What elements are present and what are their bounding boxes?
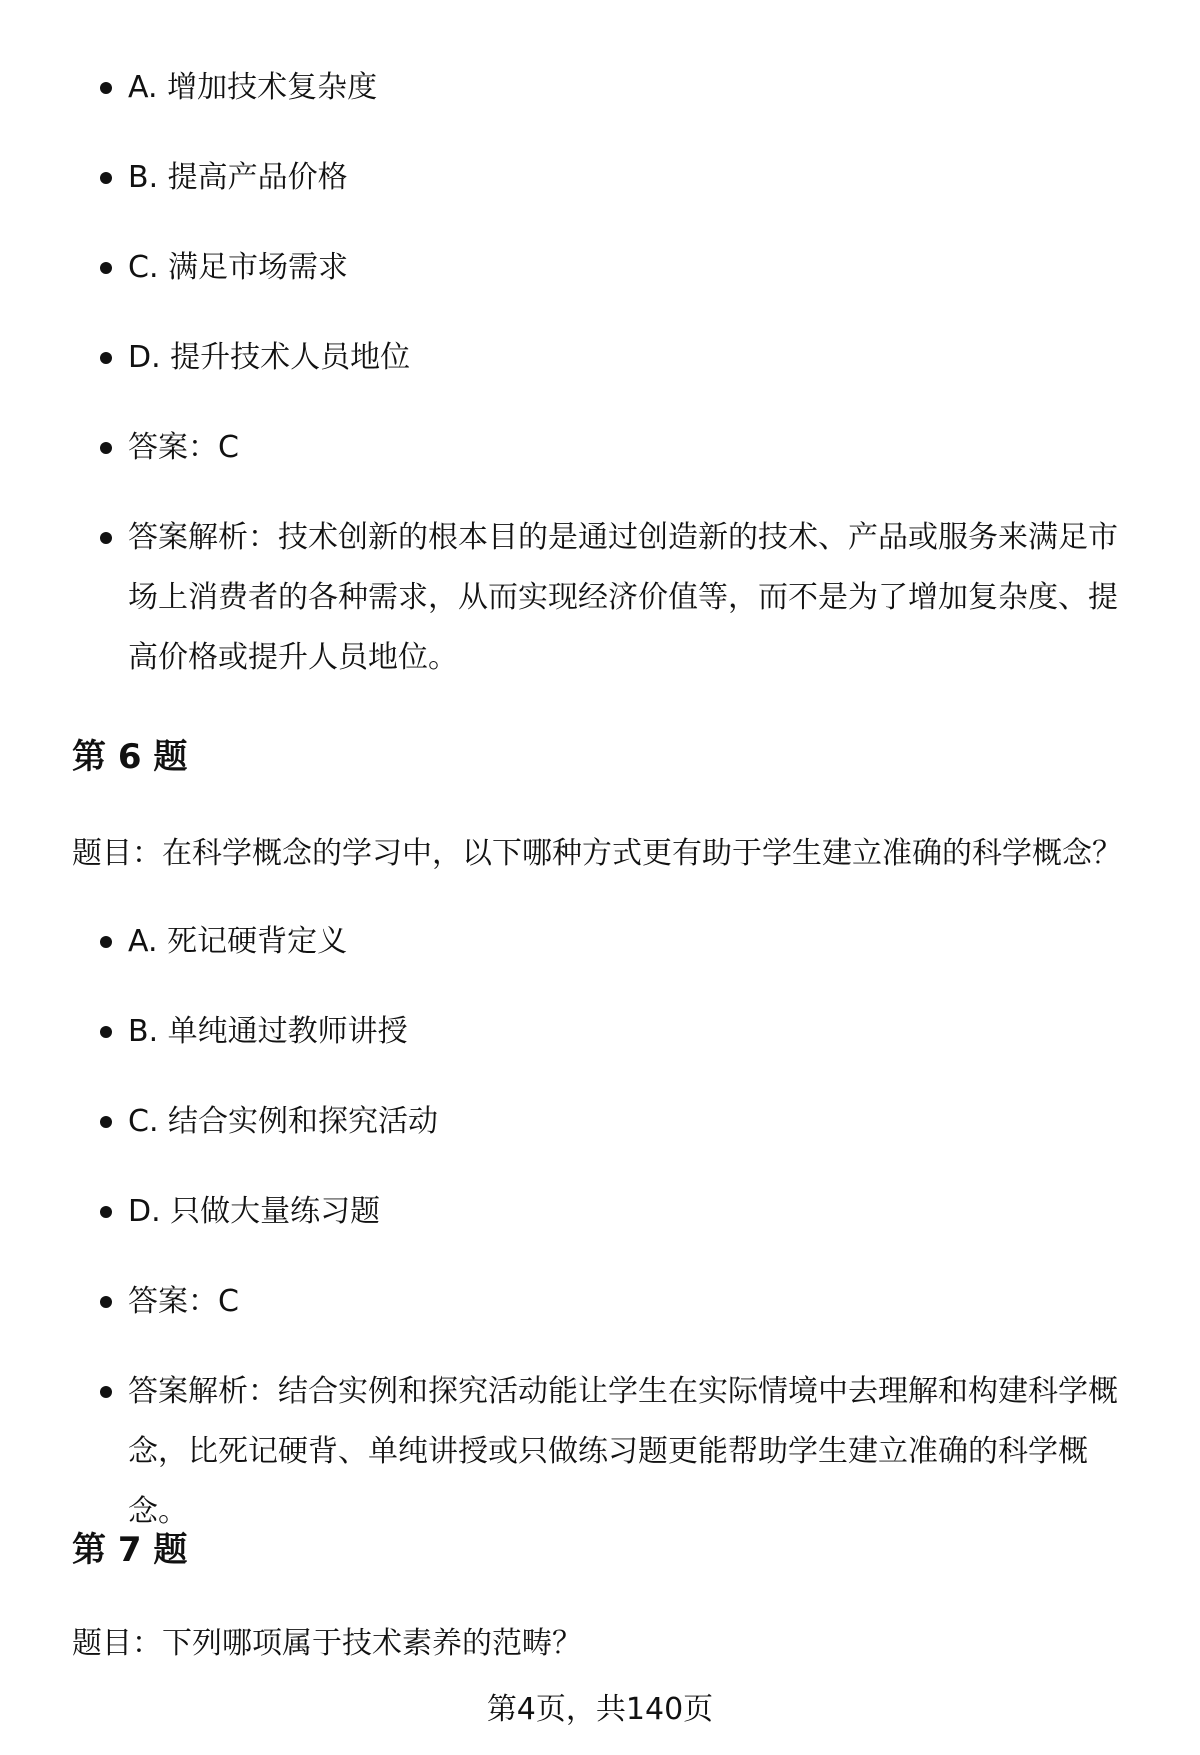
q6-heading: 第 6 题: [72, 737, 188, 777]
q6-explanation: 答案解析：结合实例和探究活动能让学生在实际情境中去理解和构建科学概念，比死记硬背、单纯讲授或只做练习题更能帮助学生建立准确的科学概念。: [128, 1362, 1138, 1542]
q5-explanation: 答案解析：技术创新的根本目的是通过创造新的技术、产品或服务来满足市场上消费者的各种需求，从而实现经济价值等，而不是为了增加复杂度、提高价格或提升人员地位。: [128, 508, 1138, 688]
q6-option-d: D. 只做大量练习题: [128, 1182, 1138, 1242]
q6-question: 题目：在科学概念的学习中，以下哪种方式更有助于学生建立准确的科学概念？: [72, 836, 1122, 871]
q6-answer: 答案：C: [128, 1272, 1138, 1332]
q6-option-a: A. 死记硬背定义: [128, 912, 1138, 972]
q7-question: 题目：下列哪项属于技术素养的范畴？: [72, 1626, 582, 1661]
q7-heading: 第 7 题: [72, 1530, 188, 1570]
q5-option-a: A. 增加技术复杂度: [128, 58, 1138, 118]
page-indicator: 第4页，共140页: [486, 1692, 714, 1727]
q5-answer: 答案：C: [128, 418, 1138, 478]
q6-option-b: B. 单纯通过教师讲授: [128, 1002, 1138, 1062]
q5-option-d: D. 提升技术人员地位: [128, 328, 1138, 388]
q5-option-c: C. 满足市场需求: [128, 238, 1138, 298]
q5-option-b: B. 提高产品价格: [128, 148, 1138, 208]
q6-option-c: C. 结合实例和探究活动: [128, 1092, 1138, 1152]
